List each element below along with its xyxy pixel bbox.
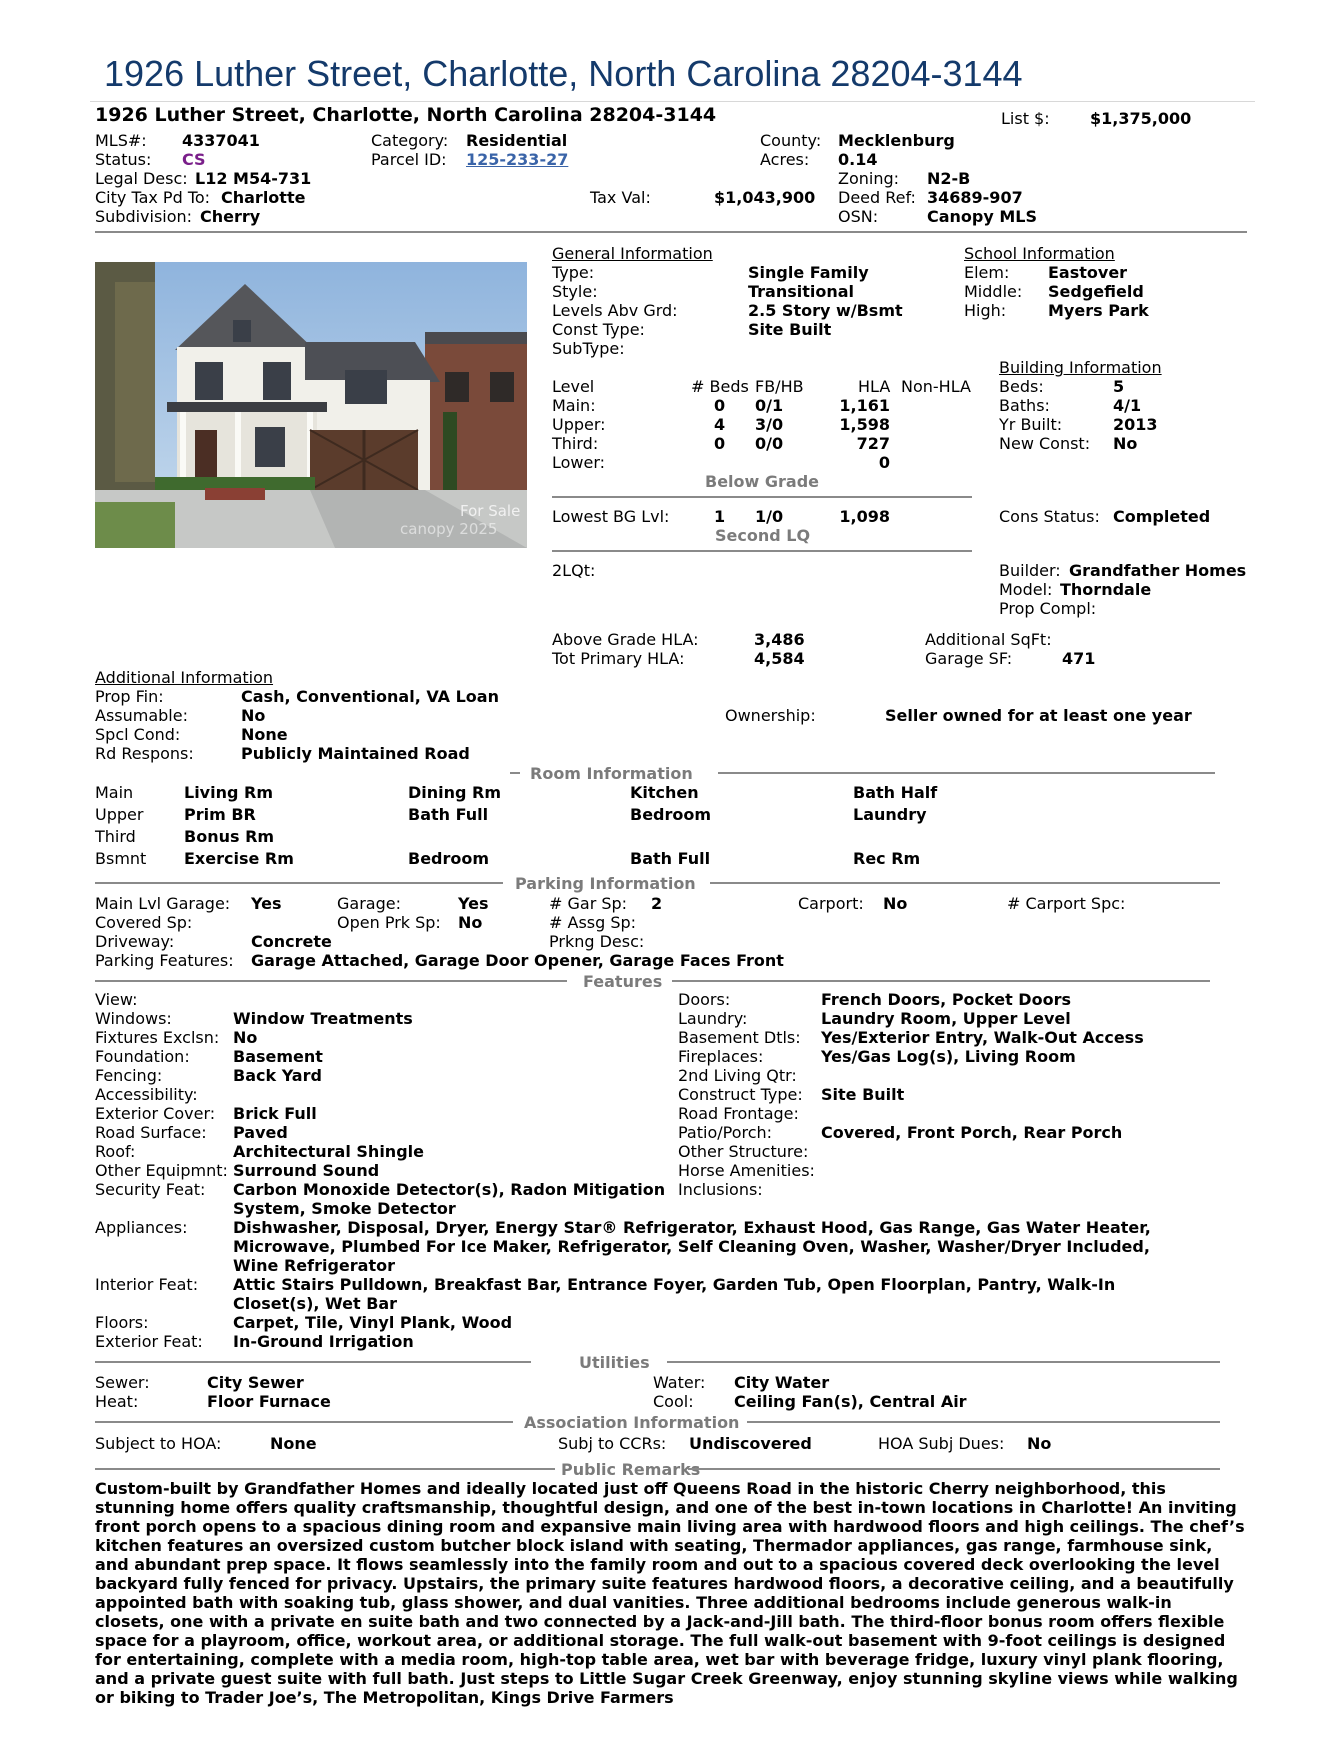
driveway-label: Driveway: <box>95 932 175 951</box>
additional-info-header: Additional Information <box>95 668 274 687</box>
middle-value: Sedgefield <box>1048 282 1144 301</box>
ownership-value: Seller owned for at least one year <box>885 706 1192 725</box>
carport-label: Carport: <box>798 894 864 913</box>
fencing-label: Fencing: <box>95 1066 163 1085</box>
prop-compl-label: Prop Compl: <box>999 599 1097 618</box>
city-tax: Charlotte <box>221 188 306 207</box>
assumable-value: No <box>241 706 266 725</box>
parcel-id-link[interactable]: 125-233-27 <box>466 150 569 169</box>
other-equip-value: Surround Sound <box>233 1161 380 1180</box>
level-row-hla: 1,161 <box>839 396 890 415</box>
model-value: Thorndale <box>1060 580 1152 599</box>
gar-sp-value: 2 <box>651 894 663 913</box>
col-hla: HLA <box>858 377 891 396</box>
parking-divider-left <box>95 882 503 884</box>
level-row-hla: 0 <box>878 453 890 472</box>
sewer-label: Sewer: <box>95 1373 150 1392</box>
room-cell: Rec Rm <box>853 849 921 868</box>
floors-value: Carpet, Tile, Vinyl Plank, Wood <box>233 1313 513 1332</box>
exterior-cover-label: Exterior Cover: <box>95 1104 216 1123</box>
interior-feat-value: Attic Stairs Pulldown, Breakfast Bar, Entrance Foyer, Garden Tub, Open Floorplan, Pantry, Walk-In Closet(s), Wet Bar <box>233 1275 1116 1313</box>
cool-label: Cool: <box>653 1392 694 1411</box>
sewer-value: City Sewer <box>207 1373 304 1392</box>
level-row-label: Upper: <box>552 415 606 434</box>
high-label: High: <box>964 301 1007 320</box>
garage-value: Yes <box>458 894 489 913</box>
baths-label: Baths: <box>999 396 1050 415</box>
room-level: Bsmnt <box>95 849 147 868</box>
photo-watermark-2: canopy 2025 <box>400 520 498 538</box>
road-frontage-label: Road Frontage: <box>678 1104 799 1123</box>
heat-label: Heat: <box>95 1392 139 1411</box>
room-cell: Bedroom <box>630 805 712 824</box>
foundation-label: Foundation: <box>95 1047 190 1066</box>
title-divider <box>90 101 1255 102</box>
security-label: Security Feat: <box>95 1180 206 1199</box>
second-lq-divider <box>552 550 972 552</box>
remarks-heading: Public Remarks <box>561 1460 701 1479</box>
garage-sf-label: Garage SF: <box>925 649 1013 668</box>
exterior-feat-value: In-Ground Irrigation <box>233 1332 414 1351</box>
hoa-label: Subject to HOA: <box>95 1434 222 1453</box>
utilities-heading: Utilities <box>579 1353 650 1372</box>
status-value: CS <box>182 150 206 169</box>
subdivision: Cherry <box>200 207 261 226</box>
col-beds: # Beds <box>691 377 749 396</box>
other-structure-label: Other Structure: <box>678 1142 809 1161</box>
hoa-dues-value: No <box>1027 1434 1052 1453</box>
below-grade-divider <box>552 496 972 498</box>
room-cell: Bath Full <box>408 805 489 824</box>
general-info-header: General Information <box>552 244 713 263</box>
room-cell: Bath Full <box>630 849 711 868</box>
osn-label: OSN: <box>838 207 879 226</box>
windows-value: Window Treatments <box>233 1009 413 1028</box>
above-grade-value: 3,486 <box>754 630 805 649</box>
list-price: $1,375,000 <box>1090 109 1192 128</box>
laundry-label: Laundry: <box>678 1009 748 1028</box>
lowest-bg-label: Lowest BG Lvl: <box>552 507 670 526</box>
features-heading: Features <box>583 972 663 991</box>
school-info-header: School Information <box>964 244 1115 263</box>
hoa-dues-label: HOA Subj Dues: <box>878 1434 1005 1453</box>
utilities-divider-right <box>667 1361 1220 1363</box>
ccrs-value: Undiscovered <box>689 1434 812 1453</box>
osn: Canopy MLS <box>927 207 1038 226</box>
patio-porch-value: Covered, Front Porch, Rear Porch <box>821 1123 1123 1142</box>
inclusions-label: Inclusions: <box>678 1180 763 1199</box>
room-divider-left <box>510 772 520 774</box>
garage-label: Garage: <box>337 894 401 913</box>
middle-label: Middle: <box>964 282 1023 301</box>
remarks-divider-right <box>688 1468 1220 1470</box>
col-nonhla: Non-HLA <box>901 377 971 396</box>
level-row-beds: 0 <box>714 434 726 453</box>
view-label: View: <box>95 990 138 1009</box>
level-row-label: Main: <box>552 396 596 415</box>
room-cell: Exercise Rm <box>184 849 294 868</box>
parking-features-value: Garage Attached, Garage Door Opener, Garage Faces Front <box>251 951 784 970</box>
category-label: Category: <box>371 131 449 150</box>
above-grade-label: Above Grade HLA: <box>552 630 699 649</box>
2nd-living-label: 2nd Living Qtr: <box>678 1066 797 1085</box>
elem-label: Elem: <box>964 263 1010 282</box>
header-divider <box>95 231 1247 233</box>
road-surface-label: Road Surface: <box>95 1123 207 1142</box>
room-divider-right <box>718 772 1215 774</box>
carport-value: No <box>883 894 908 913</box>
association-heading: Association Information <box>524 1413 740 1432</box>
room-cell: Kitchen <box>630 783 699 802</box>
subdivision-label: Subdivision: <box>95 207 193 226</box>
spcl-cond-value: None <box>241 725 288 744</box>
second-lq-heading: Second LQ <box>715 526 811 545</box>
room-cell: Bath Half <box>853 783 938 802</box>
security-value: Carbon Monoxide Detector(s), Radon Mitigation System, Smoke Detector <box>233 1180 666 1218</box>
fencing-value: Back Yard <box>233 1066 322 1085</box>
appliances-value: Dishwasher, Disposal, Dryer, Energy Star® Refrigerator, Exhaust Hood, Gas Range, Gas Water Heater, Microwave, Plumbed For Ice Maker, Refrigerator, Self Cleaning Oven, Washer, Washer/Dryer Included, Wine Refrigerator <box>233 1218 1151 1275</box>
elem-value: Eastover <box>1048 263 1128 282</box>
property-photo[interactable] <box>95 262 527 548</box>
lowest-bg-fbhb: 1/0 <box>755 507 784 526</box>
parcel-label: Parcel ID: <box>371 150 447 169</box>
lowest-bg-beds: 1 <box>714 507 726 526</box>
carport-spc-label: # Carport Spc: <box>1007 894 1126 913</box>
type-label: Type: <box>552 263 595 282</box>
exterior-cover-value: Brick Full <box>233 1104 317 1123</box>
utilities-divider-left <box>95 1361 531 1363</box>
garage-sf-value: 471 <box>1062 649 1096 668</box>
level-row-fbhb: 0/0 <box>755 434 784 453</box>
remarks-divider-left <box>95 1468 555 1470</box>
status-label: Status: <box>95 150 152 169</box>
level-row-beds: 4 <box>714 415 726 434</box>
heat-value: Floor Furnace <box>207 1392 331 1411</box>
basement-dtls-label: Basement Dtls: <box>678 1028 801 1047</box>
room-cell: Laundry <box>853 805 927 824</box>
yr-built-label: Yr Built: <box>999 415 1063 434</box>
hoa-value: None <box>270 1434 317 1453</box>
gar-sp-label: # Gar Sp: <box>549 894 628 913</box>
tot-primary-value: 4,584 <box>754 649 805 668</box>
rd-respons-label: Rd Respons: <box>95 744 194 763</box>
foundation-value: Basement <box>233 1047 323 1066</box>
const-type-value: Site Built <box>748 320 832 339</box>
below-grade-heading: Below Grade <box>705 472 819 491</box>
level-row-label: Lower: <box>552 453 606 472</box>
association-divider-right <box>747 1421 1220 1423</box>
main-lvl-garage-label: Main Lvl Garage: <box>95 894 231 913</box>
col-fbhb: FB/HB <box>755 377 804 396</box>
windows-label: Windows: <box>95 1009 172 1028</box>
parking-info-heading: Parking Information <box>515 874 696 893</box>
beds-label: Beds: <box>999 377 1044 396</box>
construct-type-label: Construct Type: <box>678 1085 803 1104</box>
levels-value: 2.5 Story w/Bsmt <box>748 301 903 320</box>
covered-sp-label: Covered Sp: <box>95 913 193 932</box>
room-level: Main <box>95 783 134 802</box>
level-row-fbhb: 3/0 <box>755 415 784 434</box>
room-cell: Prim BR <box>184 805 256 824</box>
baths-value: 4/1 <box>1113 396 1142 415</box>
road-surface-value: Paved <box>233 1123 288 1142</box>
room-cell: Bonus Rm <box>184 827 275 846</box>
deed-ref: 34689-907 <box>927 188 1023 207</box>
water-value: City Water <box>734 1373 830 1392</box>
fixtures-label: Fixtures Exclsn: <box>95 1028 220 1047</box>
city-tax-label: City Tax Pd To: <box>95 188 211 207</box>
lowest-bg-hla: 1,098 <box>839 507 890 526</box>
mls-number: 4337041 <box>182 131 260 150</box>
room-level: Upper <box>95 805 144 824</box>
parking-divider-right <box>710 882 1220 884</box>
appliances-label: Appliances: <box>95 1218 188 1237</box>
new-const-label: New Const: <box>999 434 1091 453</box>
roof-value: Architectural Shingle <box>233 1142 424 1161</box>
subtype-label: SubType: <box>552 339 625 358</box>
cons-status-value: Completed <box>1113 507 1211 526</box>
association-divider-left <box>95 1421 513 1423</box>
other-equip-label: Other Equipmnt: <box>95 1161 228 1180</box>
tax-val: $1,043,900 <box>714 188 816 207</box>
list-price-label: List $: <box>1001 109 1050 128</box>
room-level: Third <box>95 827 136 846</box>
driveway-value: Concrete <box>251 932 332 951</box>
building-info-header: Building Information <box>999 358 1162 377</box>
features-divider-left <box>95 980 567 982</box>
features-divider-right <box>672 980 1210 982</box>
room-cell: Dining Rm <box>408 783 502 802</box>
fireplaces-value: Yes/Gas Log(s), Living Room <box>821 1047 1076 1066</box>
deed-label: Deed Ref: <box>838 188 916 207</box>
category: Residential <box>466 131 568 150</box>
additional-sqft-label: Additional SqFt: <box>925 630 1052 649</box>
acres: 0.14 <box>838 150 878 169</box>
new-const-value: No <box>1113 434 1138 453</box>
cons-status-label: Cons Status: <box>999 507 1100 526</box>
assumable-label: Assumable: <box>95 706 188 725</box>
exterior-feat-label: Exterior Feat: <box>95 1332 203 1351</box>
fireplaces-label: Fireplaces: <box>678 1047 764 1066</box>
assg-sp-label: # Assg Sp: <box>549 913 637 932</box>
open-prk-label: Open Prk Sp: <box>337 913 441 932</box>
tax-val-label: Tax Val: <box>590 188 651 207</box>
floors-label: Floors: <box>95 1313 149 1332</box>
rd-respons-value: Publicly Maintained Road <box>241 744 470 763</box>
horse-amenities-label: Horse Amenities: <box>678 1161 815 1180</box>
model-label: Model: <box>999 580 1053 599</box>
prop-fin-value: Cash, Conventional, VA Loan <box>241 687 499 706</box>
prkng-desc-label: Prkng Desc: <box>549 932 645 951</box>
room-cell: Living Rm <box>184 783 273 802</box>
parking-features-label: Parking Features: <box>95 951 234 970</box>
spcl-cond-label: Spcl Cond: <box>95 725 181 744</box>
mls-label: MLS#: <box>95 131 147 150</box>
tot-primary-label: Tot Primary HLA: <box>552 649 685 668</box>
main-lvl-garage-value: Yes <box>251 894 282 913</box>
ccrs-label: Subj to CCRs: <box>558 1434 667 1453</box>
open-prk-value: No <box>458 913 483 932</box>
zoning-label: Zoning: <box>838 169 900 188</box>
laundry-value: Laundry Room, Upper Level <box>821 1009 1071 1028</box>
listing-address: 1926 Luther Street, Charlotte, North Carolina 28204-3144 <box>95 104 717 126</box>
interior-feat-label: Interior Feat: <box>95 1275 199 1294</box>
room-cell: Bedroom <box>408 849 490 868</box>
county-label: County: <box>760 131 822 150</box>
room-info-heading: Room Information <box>530 764 693 783</box>
public-remarks-text: Custom-built by Grandfather Homes and ideally located just off Queens Road in the historic Cherry neighborhood, this stunning home offers quality craftsmanship, thoughtful design, and one of the best in-town locations in Charlotte! An inviting front porch opens to a spacious dining room and expansive main living area with hardwood floors and high ceilings. The chef’s kitchen features an oversized custom butcher block island with seating, Thermador appliances, gas range, farmhouse sink, and abundant prep space. It flows seamlessly into the family room and out to a spacious covered deck overlooking the level backyard fully fenced for privacy. Upstairs, the primary suite features hardwood floors, a decorative ceiling, and a beautifully appointed bath with soaking tub, glass shower, and dual vanities. Three additional bedrooms include generous walk-in closets, one with a private en suite bath and two connected by a Jack-and-Jill bath. The third-floor bonus room offers flexible space for a playroom, office, workout area, or additional storage. The full walk-out basement with 9-foot ceilings is designed for entertaining, complete with a media room, high-top table area, wet bar with beverage fridge, luxury vinyl plank flooring, and a private guest suite with full bath. Just steps to Little Sugar Creek Greenway, enjoy stunning skyline views while walking or biking to Trader Joe’s, The Metropolitan, Kings Drive Farmers <box>95 1479 1245 1707</box>
level-row-fbhb: 0/1 <box>755 396 784 415</box>
builder-value: Grandfather Homes <box>1069 561 1247 580</box>
doors-value: French Doors, Pocket Doors <box>821 990 1071 1009</box>
high-value: Myers Park <box>1048 301 1149 320</box>
builder-label: Builder: <box>999 561 1061 580</box>
type-value: Single Family <box>748 263 869 282</box>
beds-value: 5 <box>1113 377 1125 396</box>
style-label: Style: <box>552 282 598 301</box>
photo-watermark: For Sale <box>460 502 521 520</box>
page-title: 1926 Luther Street, Charlotte, North Carolina 28204-3144 <box>104 53 1023 94</box>
zoning: N2-B <box>927 169 971 188</box>
level-row-beds: 0 <box>714 396 726 415</box>
fixtures-value: No <box>233 1028 258 1047</box>
roof-label: Roof: <box>95 1142 136 1161</box>
prop-fin-label: Prop Fin: <box>95 687 164 706</box>
const-type-label: Const Type: <box>552 320 645 339</box>
ownership-label: Ownership: <box>725 706 816 725</box>
county: Mecklenburg <box>838 131 955 150</box>
accessibility-label: Accessibility: <box>95 1085 198 1104</box>
patio-porch-label: Patio/Porch: <box>678 1123 773 1142</box>
construct-type-value: Site Built <box>821 1085 905 1104</box>
doors-label: Doors: <box>678 990 731 1009</box>
legal-desc: L12 M54-731 <box>195 169 312 188</box>
style-value: Transitional <box>748 282 855 301</box>
cool-value: Ceiling Fan(s), Central Air <box>734 1392 967 1411</box>
level-row-hla: 1,598 <box>839 415 890 434</box>
water-label: Water: <box>653 1373 706 1392</box>
legal-desc-label: Legal Desc: <box>95 169 188 188</box>
levels-label: Levels Abv Grd: <box>552 301 678 320</box>
acres-label: Acres: <box>760 150 810 169</box>
basement-dtls-value: Yes/Exterior Entry, Walk-Out Access <box>821 1028 1144 1047</box>
level-row-label: Third: <box>552 434 599 453</box>
lq2-label: 2LQt: <box>552 561 596 580</box>
col-level: Level <box>552 377 595 396</box>
yr-built-value: 2013 <box>1113 415 1158 434</box>
level-row-hla: 727 <box>856 434 890 453</box>
